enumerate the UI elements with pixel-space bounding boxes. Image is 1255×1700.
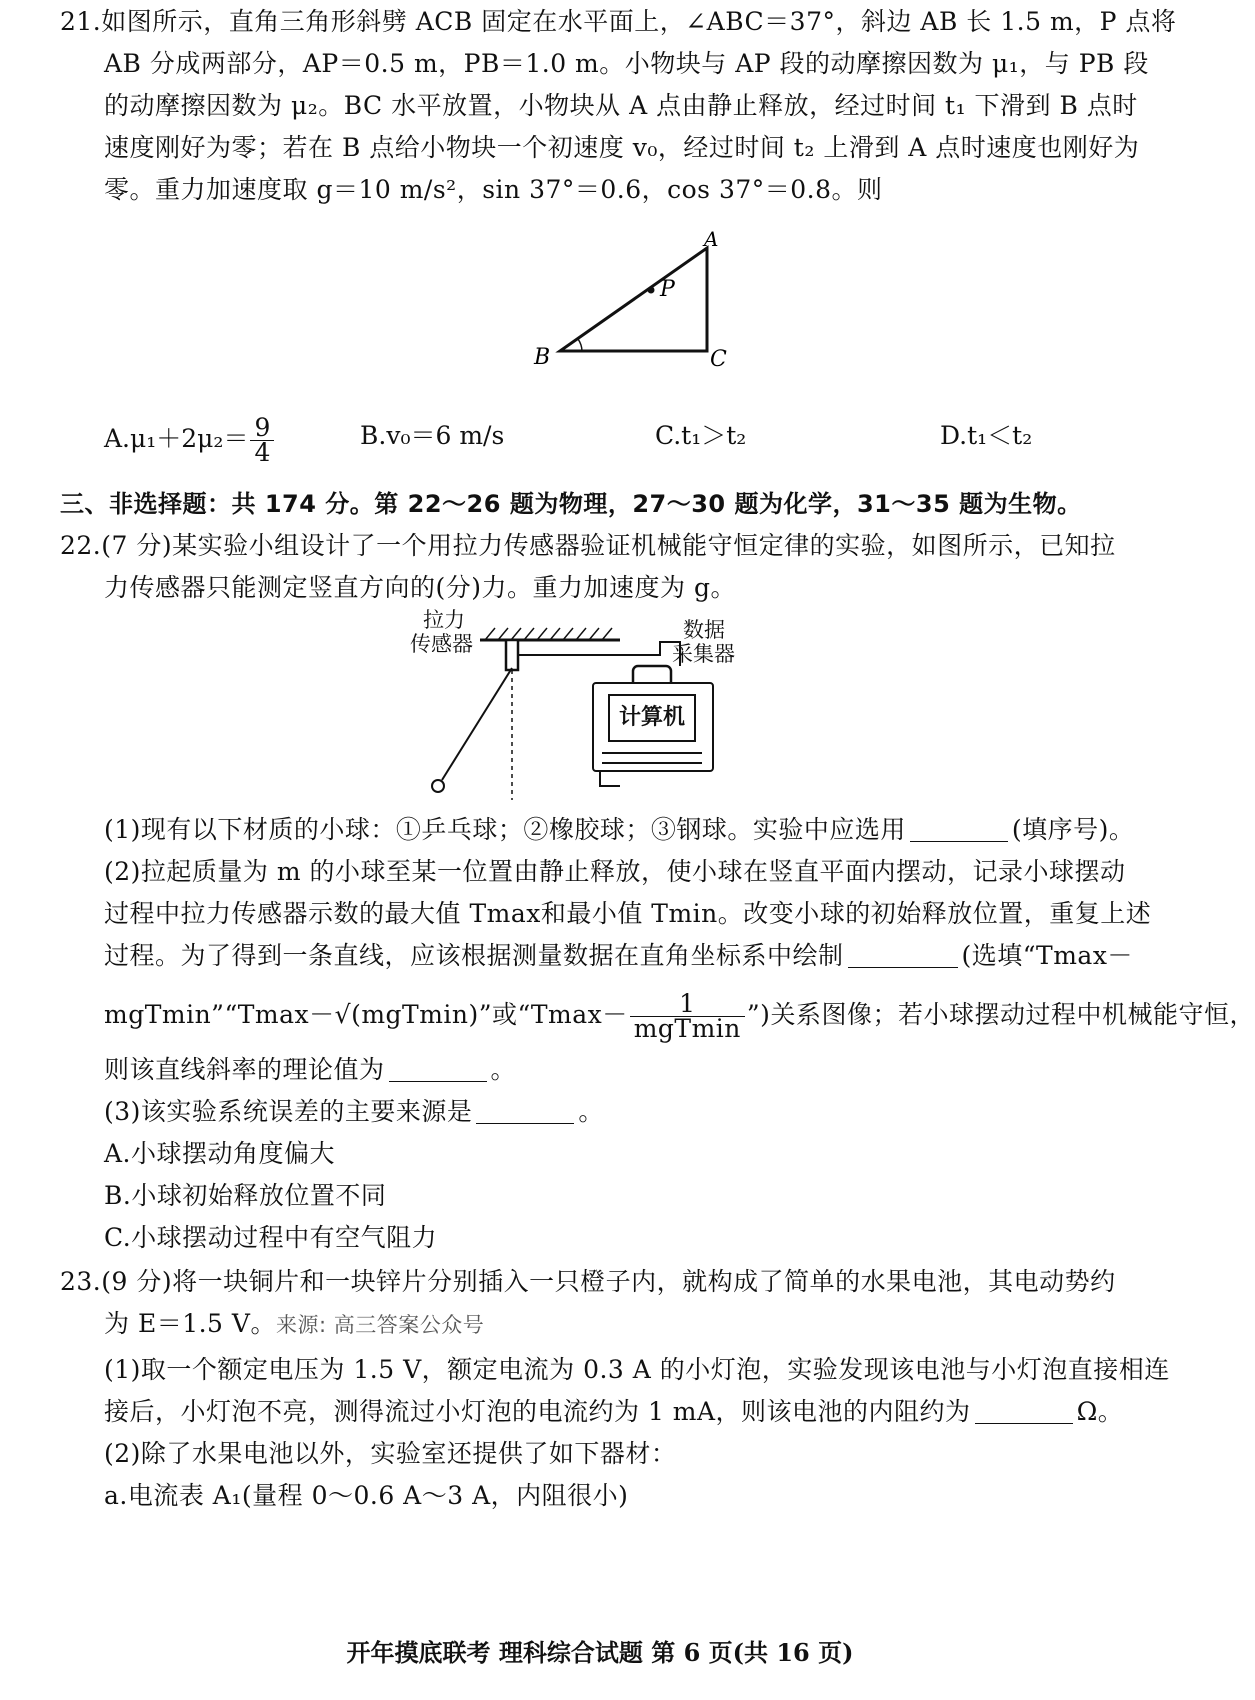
q22-part-1 [104,810,1134,850]
label-c: C [710,347,727,372]
pendulum-ball [432,780,444,792]
force-sensor [506,640,518,670]
answer-blank-3[interactable] [389,1055,487,1082]
q23-line-2-text: 为 E＝1.5 V。 [104,1309,276,1338]
label-b: B [534,345,551,370]
q23-item-a: a.电流表 A₁(量程 0～0.6 A～3 A，内阻很小) [104,1481,629,1510]
q21-option-d: D.t₁＜t₂ [940,421,1033,450]
q23-part-1-line-2b: Ω。 [1076,1397,1124,1426]
q22-part-2-line-1: (2)拉起质量为 m 的小球至某一位置由静止释放，使小球在竖直平面内摆动，记录小球摆动 [104,857,1126,886]
q22-part-1-text: (1)现有以下材质的小球：①乒乓球；②橡胶球；③钢球。实验中应选用 [104,815,906,844]
q21-option-b: B.v₀＝6 m/s [360,421,505,450]
fraction-numerator: 9 [250,416,274,441]
q21-triangle-figure [520,227,740,396]
computer-box [592,682,714,772]
q21-option-c: C.t₁＞t₂ [655,421,747,450]
page-footer: 开年摸底联考 理科综合试题 第 6 页(共 16 页) [346,1638,854,1667]
q22-option-c: C.小球摆动过程中有空气阻力 [104,1223,438,1252]
sensor-label-2: 传感器 [410,632,473,656]
fraction-denominator: 4 [254,438,271,467]
q22-part-2-line-3a: 过程。为了得到一条直线，应该根据测量数据在直角坐标系中绘制 [104,941,844,970]
q22-part-2-line-2: 过程中拉力传感器示数的最大值 Tmax和最小值 Tmin。改变小球的初始释放位置，重复上述 [104,899,1152,928]
sensor-label-1: 拉力 [423,608,465,632]
answer-blank-1[interactable] [910,815,1008,842]
q22-part-2-line-5a: 则该直线斜率的理论值为 [104,1055,385,1084]
q22-option-a: A.小球摆动角度偏大 [104,1139,336,1168]
label-a: A [704,227,719,251]
q21-line-3: 的动摩擦因数为 μ₂。BC 水平放置，小物块从 A 点由静止释放，经过时间 t₁ 下滑到 B 点时 [104,91,1138,120]
q21-line-2: AB 分成两部分，AP＝0.5 m，PB＝1.0 m。小物块与 AP 段的动摩擦因数为 μ₁，与 PB 段 [104,49,1149,78]
q22-part-3-text: (3)该实验系统误差的主要来源是 [104,1097,473,1126]
q21-line-4: 速度刚好为零；若在 B 点给小物块一个初速度 v₀，经过时间 t₂ 上滑到 A 点时速度也刚好为 [104,133,1140,162]
q23-part-1-line-2a: 接后，小灯泡不亮，测得流过小灯泡的电流约为 1 mA，则该电池的内阻约为 [104,1397,971,1426]
answer-blank-5[interactable] [975,1397,1073,1424]
q22-part-3 [104,1092,604,1132]
q22-part-1-end: (填序号)。 [1011,815,1135,844]
label-p: P [660,277,675,302]
q22-part-2-line-5b: 。 [490,1055,517,1084]
q23-part-2: (2)除了水果电池以外，实验室还提供了如下器材： [104,1439,677,1468]
q22-part-2-line-4 [104,990,1255,1041]
fraction-numerator: 1 [630,992,745,1017]
collector-label-1: 数据 [683,618,725,642]
q22-part-2-line-4b: ”)关系图像；若小球摆动过程中机械能守恒， [746,1000,1255,1029]
section-3-heading: 三、非选择题：共 174 分。第 22～26 题为物理，27～30 题为化学，31～35 题为生物。 [60,490,1082,518]
q22-part-2-line-3b: (选填“Tmax－ [961,941,1133,970]
q22-option-b: B.小球初始释放位置不同 [104,1181,387,1210]
q23-part-1-line-2 [104,1392,1123,1432]
fraction-1-over-mgtmin [630,989,745,1043]
q21-line-1: 21.如图所示，直角三角形斜劈 ACB 固定在水平面上，∠ABC＝37°，斜边 AB 长 1.5 m，P 点将 [60,7,1177,36]
q22-part-2-line-5 [104,1050,516,1090]
answer-blank-4[interactable] [476,1097,574,1124]
computer-keyboard [602,752,702,764]
q23-line-2 [104,1304,484,1345]
q23-part-1-line-1: (1)取一个额定电压为 1.5 V，额定电流为 0.3 A 的小灯泡，实验发现该电池与小灯泡直接相连 [104,1355,1170,1384]
q21-option-a [104,413,276,467]
q22-line-2: 力传感器只能测定竖直方向的(分)力。重力加速度为 g。 [104,573,736,602]
q22-part-2-line-3 [104,936,1133,976]
answer-blank-2[interactable] [848,941,958,968]
computer-screen: 计算机 [608,694,696,742]
q22-line-1: 22.(7 分)某实验小组设计了一个用拉力传感器验证机械能守恒定律的实验，如图所示，已知拉 [60,531,1116,560]
q22-part-3-end: 。 [578,1097,604,1126]
q23-line-1: 23.(9 分)将一块铜片和一块锌片分别插入一只橙子内，就构成了简单的水果电池，其电动势约 [60,1267,1116,1296]
q21-option-a-text: A.μ₁＋2μ₂＝ [104,424,249,453]
fraction-9-4 [250,413,274,467]
q22-part-2-line-4a: mgTmin”“Tmax－√(mgTmin)”或“Tmax－ [104,1000,628,1029]
source-note: 来源: 高三答案公众号 [275,1313,485,1337]
fraction-denominator: mgTmin [633,1014,741,1043]
collector-label-2: 采集器 [672,642,735,666]
q21-line-5: 零。重力加速度取 g＝10 m/s²，sin 37°＝0.6，cos 37°＝0.8。则 [104,175,883,204]
